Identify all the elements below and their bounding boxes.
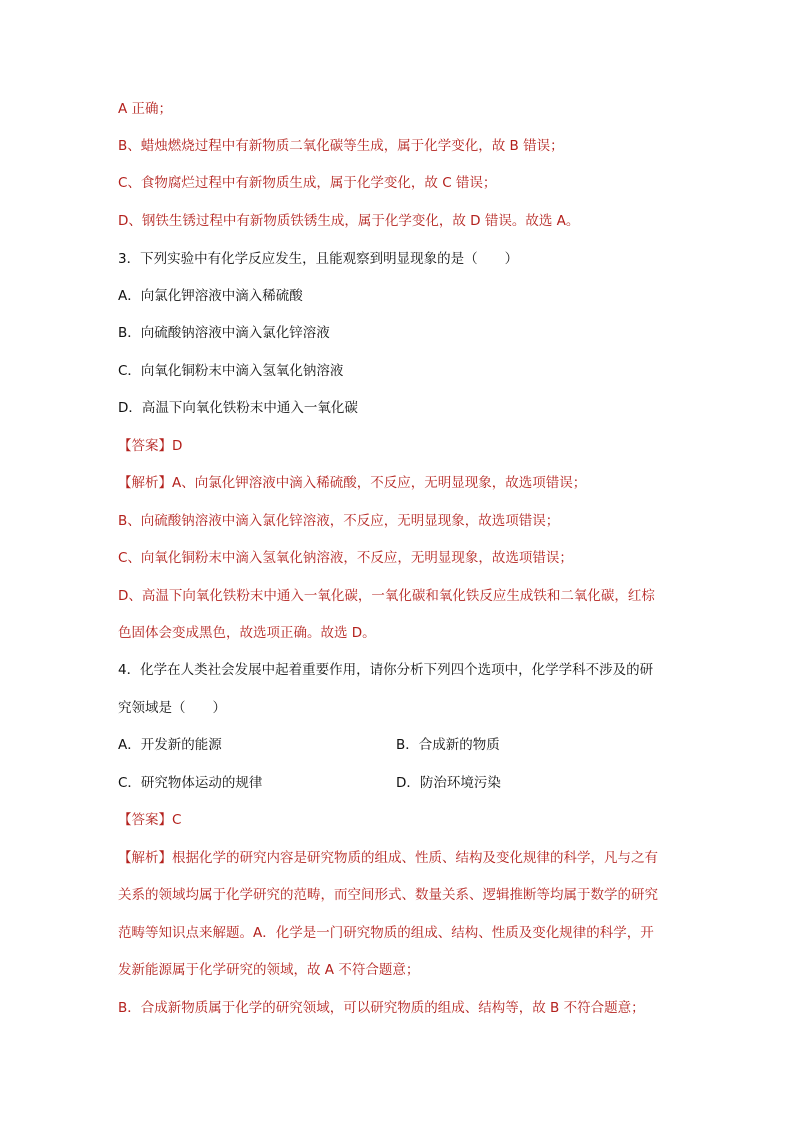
question-3-option-c: C．向氧化铜粉末中滴入氢氧化钠溶液 <box>118 363 344 379</box>
question-4-option-a: A．开发新的能源 <box>118 737 222 753</box>
question-3-option-b: B．向硫酸钠溶液中滴入氯化锌溶液 <box>118 325 330 341</box>
question-4-stem: 4．化学在人类社会发展中起着重要作用，请你分析下列四个选项中，化学学科不涉及的研 <box>118 662 654 678</box>
explanation-line: 关系的领域均属于化学研究的范畴，而空间形式、数量关系、逻辑推断等均属于数学的研究 <box>118 887 658 903</box>
explanation-line: 范畴等知识点来解题。A．化学是一门研究物质的组成、结构、性质及变化规律的科学，开 <box>118 925 654 941</box>
explanation-line: B．合成新物质属于化学的研究领域，可以研究物质的组成、结构等，故 B 不符合题意； <box>118 1000 645 1016</box>
question-3-stem: 3．下列实验中有化学反应发生，且能观察到明显现象的是（ ） <box>118 251 519 267</box>
explanation-line: 发新能源属于化学研究的领域，故 A 不符合题意； <box>118 962 420 978</box>
explanation-line: B、蜡烛燃烧过程中有新物质二氧化碳等生成，属于化学变化，故 B 错误； <box>118 138 564 154</box>
explanation-line: D、钢铁生锈过程中有新物质铁锈生成，属于化学变化，故 D 错误。故选 A。 <box>118 213 580 229</box>
answer-3: 【答案】D <box>118 438 183 454</box>
explanation-line: C、向氧化铜粉末中滴入氢氧化钠溶液，不反应，无明显现象，故选项错误； <box>118 550 573 566</box>
explanation-line: D、高温下向氧化铁粉末中通入一氧化碳，一氧化碳和氧化铁反应生成铁和二氧化碳，红棕 <box>118 588 655 604</box>
question-4-option-b: B．合成新的物质 <box>396 737 500 753</box>
explanation-line: B、向硫酸钠溶液中滴入氯化锌溶液，不反应，无明显现象，故选项错误； <box>118 513 560 529</box>
explanation-line: 【解析】A、向氯化钾溶液中滴入稀硫酸，不反应，无明显现象，故选项错误； <box>118 475 587 491</box>
question-4-stem: 究领域是（ ） <box>118 700 226 716</box>
question-3-option-a: A．向氯化钾溶液中滴入稀硫酸 <box>118 288 303 304</box>
question-4-option-d: D．防治环境污染 <box>396 775 501 791</box>
explanation-line: 【解析】根据化学的研究内容是研究物质的组成、性质、结构及变化规律的科学，凡与之有 <box>118 850 658 866</box>
answer-4: 【答案】C <box>118 812 182 828</box>
question-3-option-d: D．高温下向氧化铁粉末中通入一氧化碳 <box>118 400 358 416</box>
explanation-line: C、食物腐烂过程中有新物质生成，属于化学变化，故 C 错误； <box>118 175 497 191</box>
question-4-option-c: C．研究物体运动的规律 <box>118 775 263 791</box>
explanation-line: 色固体会变成黑色，故选项正确。故选 D。 <box>118 625 376 641</box>
question-4-options-row <box>118 735 688 755</box>
question-4-options-row <box>118 773 688 793</box>
explanation-line: A 正确； <box>118 101 173 117</box>
